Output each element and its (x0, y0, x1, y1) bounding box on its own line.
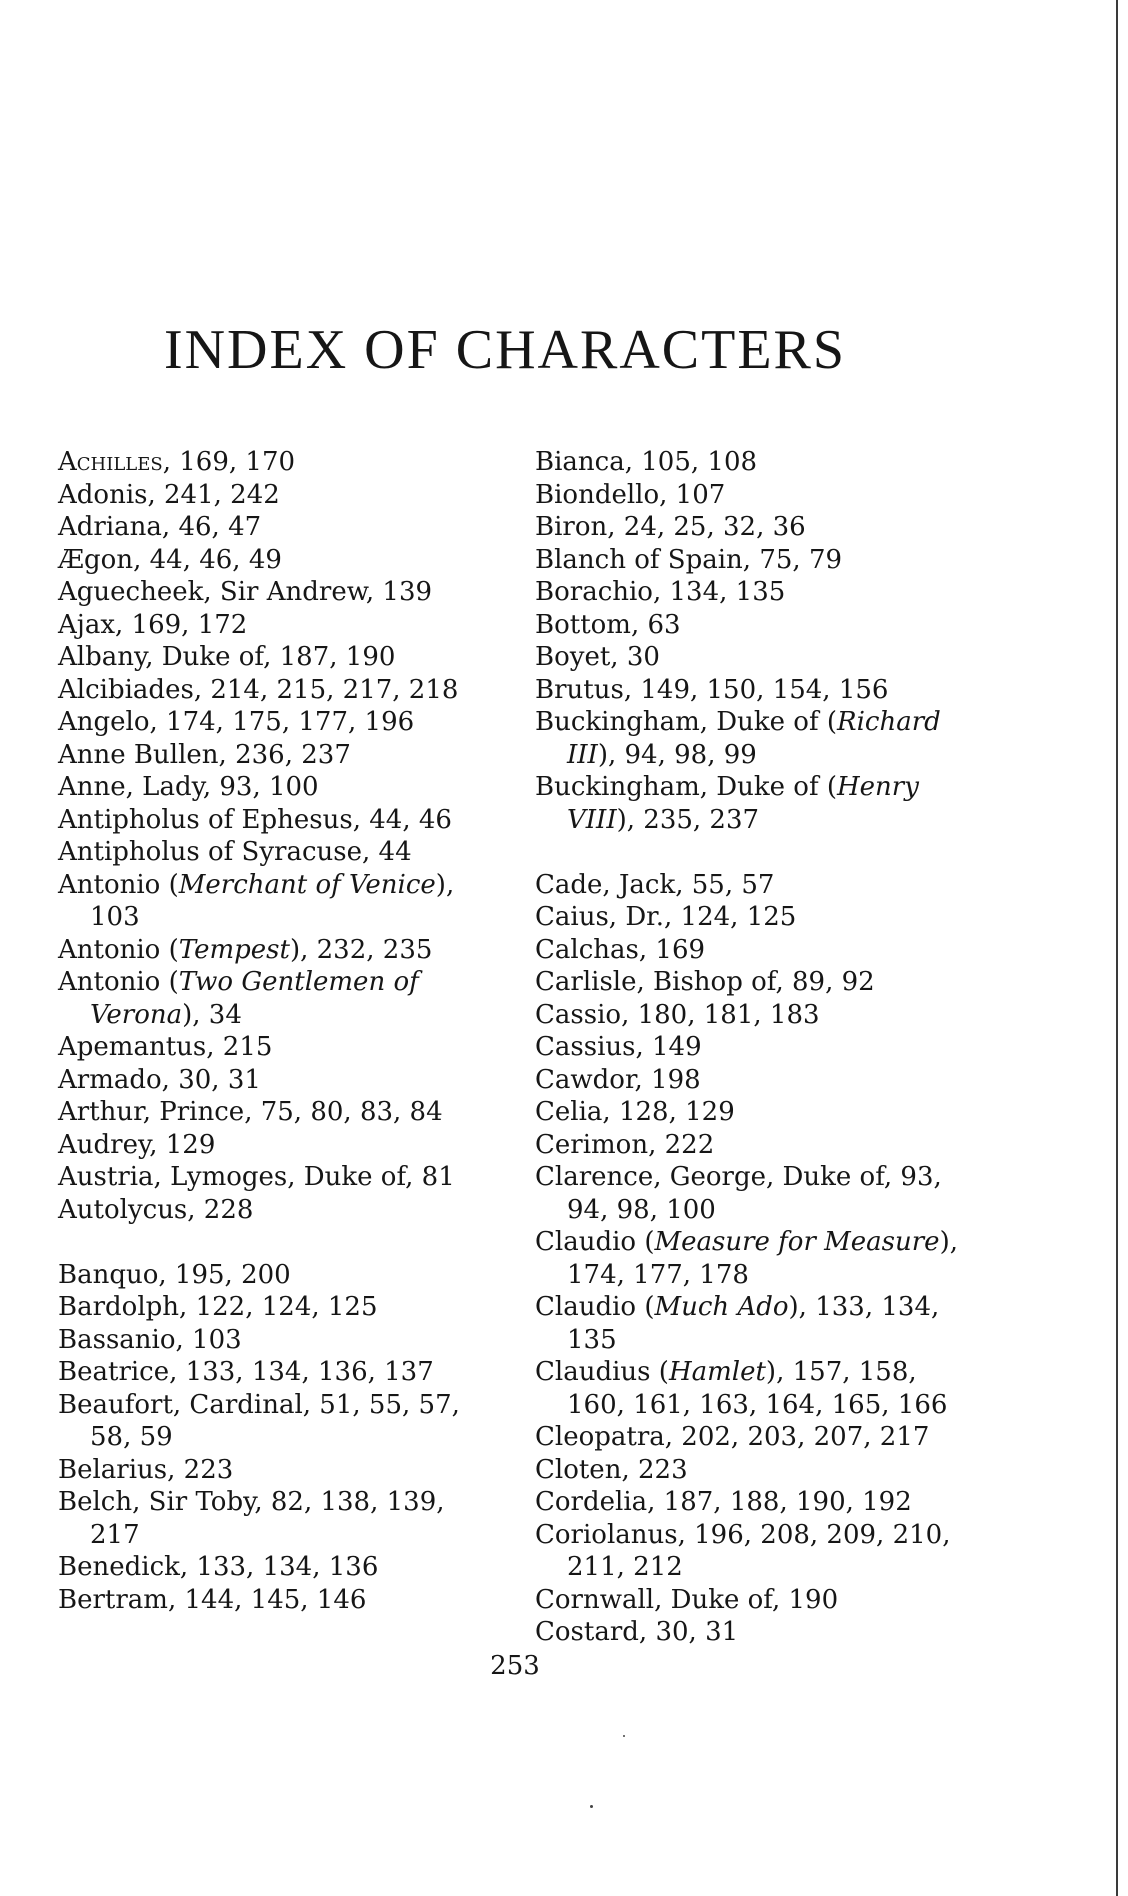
entry-page-refs: , 174, 177, 178 (567, 1227, 958, 1290)
entry-page-refs: , 144, 145, 146 (167, 1584, 367, 1615)
index-entry (58, 1486, 488, 1551)
entry-name: Adonis (58, 479, 148, 510)
entry-page-refs: , 195, 200 (158, 1259, 291, 1290)
entry-page-refs: , 202, 203, 207, 217 (664, 1422, 930, 1452)
entry-page-refs: , 103 (175, 1324, 242, 1355)
entry-page-refs: , 75, 80, 83, 84 (244, 1097, 443, 1127)
entry-name: Buckingham, Duke of (535, 772, 819, 802)
entry-play-title: Much Ado (654, 1292, 789, 1322)
index-entry (535, 511, 967, 544)
entry-play-title: Measure for Measure (654, 1227, 940, 1257)
index-entry (535, 609, 967, 642)
entry-name: Belarius (58, 1454, 168, 1485)
entry-name: Bardolph (58, 1292, 180, 1322)
entry-name: Blanch of Spain (535, 544, 743, 575)
index-entry (535, 1031, 967, 1064)
index-entry (58, 1291, 488, 1324)
entry-name: Biondello (535, 479, 660, 510)
index-entry (58, 1031, 488, 1064)
entry-name: Claudius (535, 1357, 651, 1387)
page-number: 253 (490, 1651, 540, 1681)
entry-page-refs: , 180, 181, 183 (621, 999, 820, 1030)
entry-name: Brutus (535, 674, 624, 705)
entry-name: Antipholus of Syracuse (58, 837, 363, 867)
index-entry: Buckingham, Duke of (Henry VIII), 235, 237 (535, 772, 919, 835)
entry-page-refs: , 81 (405, 1162, 455, 1192)
index-entry (58, 836, 488, 869)
entry-page-refs: , 82, 138, 139, 217 (90, 1487, 445, 1550)
entry-name: Caius, Dr. (535, 902, 665, 932)
entry-name: Cassius (535, 1032, 636, 1062)
entry-name: Biron (535, 512, 608, 542)
entry-page-refs: , 190 (771, 1584, 839, 1615)
entry-page-refs: , 46, 47 (161, 512, 262, 542)
entry-name: Banquo (58, 1259, 159, 1290)
entry-name: Calchas (535, 934, 639, 965)
entry-name: Antonio (58, 934, 161, 965)
entry-name: Audrey (58, 1129, 150, 1160)
index-entry (58, 674, 488, 707)
index-entry (535, 641, 967, 674)
index-entry (58, 576, 488, 609)
index-entry: Claudio (Much Ado), 133, 134, 135 (535, 1292, 940, 1355)
index-entry (58, 544, 488, 577)
entry-name: Clarence, George, Duke of (535, 1162, 884, 1192)
entry-name: Arthur, Prince (58, 1097, 245, 1127)
entry-name: Claudio (535, 1227, 637, 1257)
entry-name: Bianca (535, 447, 625, 477)
entry-page-refs: , 134, 135 (652, 577, 786, 607)
entry-page-refs: , 89, 92 (775, 967, 875, 997)
index-entry (58, 446, 488, 479)
entry-page-refs: , 149, 150, 154, 156 (623, 674, 889, 705)
index-entry (535, 869, 967, 902)
entry-page-refs: , 44 (362, 837, 412, 867)
entry-name: Coriolanus (535, 1519, 678, 1550)
entry-name: Cleopatra (535, 1422, 665, 1452)
entry-name: Cordelia (535, 1487, 648, 1517)
entry-page-refs: , 75, 79 (742, 544, 843, 575)
entry-name: Bertram (58, 1584, 168, 1615)
index-entry (58, 1454, 488, 1487)
entry-page-refs: , 174, 175, 177, 196 (149, 707, 415, 737)
entry-page-refs: , 107 (659, 479, 726, 510)
entry-name: Ajax (58, 609, 116, 640)
entry-page-refs: , 241, 242 (147, 479, 280, 510)
entry-play-title: Richard III (567, 707, 941, 770)
entry-page-refs: , 223 (621, 1454, 688, 1485)
entry-page-refs: , 133, 134, 135 (567, 1292, 940, 1355)
entry-name: Cawdor (535, 1064, 635, 1095)
entry-page-refs: , 105, 108 (624, 447, 758, 477)
entry-page-refs: , 157, 158, 160, 161, 163, 164, 165, 166 (567, 1357, 948, 1420)
entry-page-refs: , 44, 46 (352, 804, 452, 835)
page-edge-line (1116, 0, 1118, 1896)
entry-name: Borachio (535, 577, 653, 607)
index-entry (58, 1259, 488, 1292)
entry-page-refs: , 93, 100 (202, 772, 319, 802)
entry-play-title: Two Gentlemen of Verona (90, 967, 419, 1030)
entry-page-refs: , 30, 31 (161, 1064, 261, 1095)
index-entry (58, 1324, 488, 1357)
index-entry (535, 901, 967, 934)
entry-name: Benedick (58, 1552, 180, 1582)
entry-name: Armado (58, 1064, 162, 1095)
index-entry (58, 1194, 488, 1227)
entry-page-refs: , 124, 125 (664, 902, 797, 932)
page-title: INDEX OF CHARACTERS (163, 319, 847, 381)
entry-page-refs: , 236, 237 (218, 739, 351, 770)
entry-page-refs: , 103 (90, 869, 455, 932)
index-entry (58, 511, 488, 544)
entry-page-refs: , 187, 190 (263, 642, 396, 672)
index-entry (535, 1454, 967, 1487)
index-entry (58, 1129, 488, 1162)
index-entry (535, 674, 967, 707)
index-entry (535, 999, 967, 1032)
index-entry (58, 1551, 488, 1584)
entry-name: Buckingham, Duke of (535, 707, 819, 737)
index-entry (58, 1356, 488, 1389)
index-entry (58, 1064, 488, 1097)
index-entry (535, 544, 967, 577)
index-entry (535, 1129, 967, 1162)
entry-page-refs: , 24, 25, 32, 36 (607, 512, 806, 542)
entry-page-refs: , 30 (610, 642, 660, 672)
entry-page-refs: , 51, 55, 57, 58, 59 (90, 1389, 460, 1452)
entry-name: Anne, Lady (58, 772, 203, 802)
entry-name: Cassio (535, 999, 622, 1030)
entry-page-refs: , 44, 46, 49 (133, 544, 282, 575)
index-entry (535, 1616, 967, 1649)
entry-page-refs: , 128, 129 (602, 1097, 735, 1127)
index-entry (535, 576, 967, 609)
entry-name: Celia (535, 1097, 603, 1127)
entry-page-refs: , 122, 124, 125 (179, 1292, 378, 1322)
entry-page-refs: , 133, 134, 136 (179, 1552, 379, 1582)
index-entry (535, 966, 967, 999)
index-entry: Antonio (Two Gentlemen of Verona), 34 (58, 967, 419, 1030)
index-entry (535, 479, 967, 512)
print-speck (623, 1735, 625, 1737)
entry-name: Antonio (58, 869, 161, 900)
entry-name: Alcibiades (58, 674, 194, 705)
entry-page-refs: , 228 (187, 1194, 254, 1225)
index-entry (58, 739, 488, 772)
entry-name: Bassanio (58, 1324, 176, 1355)
index-entry: Antonio (Merchant of Venice), 103 (58, 869, 455, 932)
entry-name: Cloten (535, 1454, 622, 1485)
entry-page-refs: , 139 (365, 577, 433, 607)
entry-page-refs: , 169, 170 (162, 447, 296, 477)
entry-name: Cerimon (535, 1129, 649, 1160)
entry-play-title: Tempest (178, 934, 290, 965)
entry-page-refs: , 169, 172 (115, 609, 248, 640)
entry-page-refs: , 196, 208, 209, 210, 211, 212 (567, 1519, 951, 1582)
entry-name: Austria, Lymoges, Duke of (58, 1162, 406, 1192)
entry-play-title: Henry VIII (567, 772, 919, 835)
index-entry (535, 1519, 967, 1584)
index-entry (58, 641, 488, 674)
entry-page-refs: , 34 (192, 999, 242, 1030)
entry-name: Aguecheek, Sir Andrew (58, 577, 366, 607)
entry-name: Antonio (58, 967, 161, 997)
index-entry (58, 771, 488, 804)
entry-page-refs: , 149 (635, 1032, 702, 1062)
entry-name: Apemantus (58, 1032, 207, 1062)
index-entry (58, 804, 488, 837)
entry-name: Anne Bullen (58, 739, 219, 770)
entry-page-refs: , 94, 98, 99 (607, 739, 757, 770)
index-column-right (535, 446, 967, 1649)
entry-name: Claudio (535, 1292, 637, 1322)
entry-page-refs: , 133, 134, 136, 137 (169, 1357, 434, 1387)
entry-name: Antipholus of Ephesus (58, 804, 353, 835)
index-entry (58, 1161, 488, 1194)
entry-page-refs: , 235, 237 (626, 804, 760, 835)
index-entry (58, 1096, 488, 1129)
index-entry (58, 706, 488, 739)
entry-play-title: Merchant of Venice (178, 869, 436, 900)
index-entry (535, 1064, 967, 1097)
entry-name: Cornwall, Duke of (535, 1584, 772, 1615)
index-entry (535, 934, 967, 967)
entry-page-refs: , 214, 215, 217, 218 (193, 674, 459, 705)
index-entry (58, 1584, 488, 1617)
index-entry (535, 1486, 967, 1519)
entry-name: Belch, Sir Toby (58, 1487, 255, 1517)
index-entry: Claudio (Measure for Measure), 174, 177, 178 (535, 1227, 958, 1290)
entry-page-refs: , 55, 57 (675, 869, 775, 900)
index-entry: Antonio (Tempest), 232, 235 (58, 934, 433, 965)
entry-name: Boyet (535, 642, 611, 672)
index-entry: Claudius (Hamlet), 157, 158, 160, 161, 163, 164, 165, 166 (535, 1357, 948, 1420)
entry-page-refs: , 187, 188, 190, 192 (647, 1487, 912, 1517)
entry-page-refs: , 223 (167, 1454, 234, 1485)
entry-play-title: Hamlet (668, 1357, 766, 1387)
entry-page-refs: , 63 (630, 609, 681, 640)
entry-name: Costard (535, 1617, 639, 1647)
entry-name: Carlisle, Bishop of (535, 967, 776, 997)
entry-name: Adriana (58, 512, 162, 542)
entry-name: Angelo (58, 707, 150, 737)
index-entry (535, 446, 967, 479)
entry-name: Beatrice (58, 1357, 170, 1387)
entry-name: Cade, Jack (535, 869, 676, 900)
index-entry (535, 1161, 967, 1226)
entry-page-refs: , 232, 235 (300, 934, 433, 965)
index-entry (58, 1389, 488, 1454)
index-entry (58, 609, 488, 642)
entry-page-refs: , 93, 94, 98, 100 (567, 1162, 942, 1225)
index-entry (535, 1421, 967, 1454)
entry-name: Albany, Duke of (58, 642, 264, 672)
entry-page-refs: , 198 (634, 1064, 701, 1095)
index-entry (535, 1096, 967, 1129)
entry-page-refs: , 30, 31 (638, 1617, 739, 1647)
index-column-left (58, 446, 488, 1616)
entry-name: Achilles (58, 447, 163, 477)
entry-name: Ægon (58, 544, 134, 575)
entry-name: Autolycus (58, 1194, 188, 1225)
entry-page-refs: , 129 (149, 1129, 216, 1160)
index-entry (58, 479, 488, 512)
index-entry (535, 1584, 967, 1617)
entry-name: Bottom (535, 609, 631, 640)
index-entry: Buckingham, Duke of (Richard III), 94, 98, 99 (535, 707, 941, 770)
entry-page-refs: , 222 (648, 1129, 715, 1160)
entry-page-refs: , 169 (638, 934, 706, 965)
entry-page-refs: , 215 (206, 1032, 273, 1062)
entry-name: Beaufort, Cardinal (58, 1389, 303, 1420)
print-speck (590, 1805, 593, 1808)
